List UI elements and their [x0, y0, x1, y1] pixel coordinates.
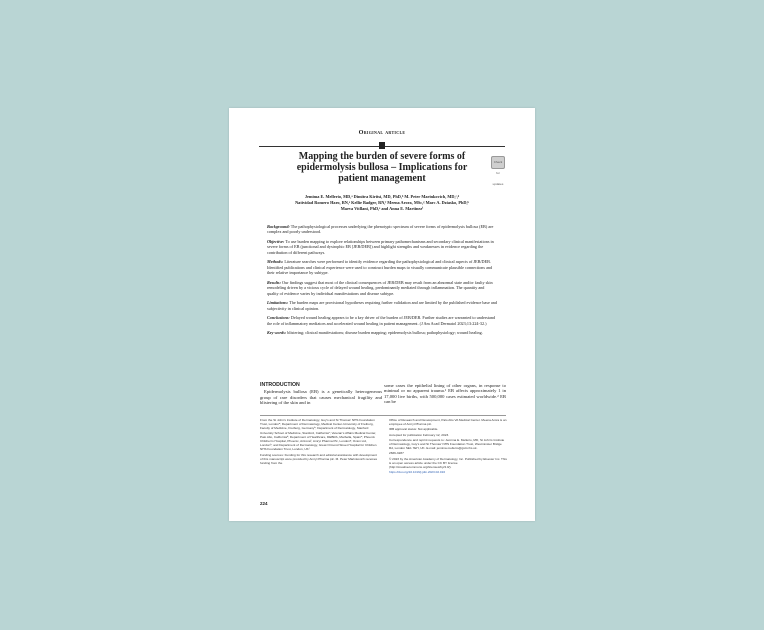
copyright: © 2023 by the American Academy of Dermatology, Inc. Published by Elsevier Inc. This is an open access article under the CC BY license (http://creativecommons.org/licenses/by/4.0/). [389, 456, 507, 470]
footnote-divider [260, 415, 506, 416]
page-number: 224 [260, 501, 268, 506]
footnotes-left [260, 418, 378, 466]
abstract-limitations: Limitations: The burden maps are provisional hypotheses requiring further validation and are limited by the published evidence base and subjectivity in clinical opinion. [267, 300, 497, 311]
intro-left-column [260, 383, 382, 406]
title-line: epidermolysis bullosa – Implications for [296, 162, 468, 173]
intro-heading: INTRODUCTION [260, 382, 300, 388]
irb-status: IRB approval status: Not applicable. [389, 427, 439, 432]
intro-paragraph: Epidermolysis bullosa (EB) is a genetically heterogeneous group of rare disorders that causes mechanical fragility and blistering of the skin and in [260, 389, 382, 406]
intro-paragraph-continued: some cases the epithelial lining of other organs, in response to minimal or no apparent trauma.¹ EB affects approximately 1 in 17,000 live births, with 500,000 cases estimated worldwide.² EB can be [384, 383, 506, 405]
abstract [267, 224, 497, 340]
abstract-conclusions: Conclusions: Delayed wound healing appears to be a key driver of the burden of JEB/DEB. Further studies are warranted to understand the role of inflammatory mediators and accelerated wound healing in patient management. (J Am Acad Dermatol 2023;13:224-32.) [267, 315, 496, 326]
abstract-methods: Methods: Literature searches were performed to identify evidence regarding the pathophysiological and clinical aspects of JEB/DEB. Identified publications and clinical experience were used to construct burden maps to visually communicate plausible connections and their relative importance by subtype. [267, 259, 493, 276]
title-line: patient management [338, 173, 426, 184]
abstract-background: Background: The pathophysiological processes underlying the phenotypic spectrum of severe forms of epidermolysis bullosa (EB) are complex and poorly understood. [267, 224, 494, 235]
affiliations: From the St John's Institute of Dermatology, Guy's and St Thomas' NHS Foundation Trust, Londonᵃ; Department of Dermatology, Medical Center-University of Freiburg, Faculty of Medicine, Freiburg, Germanyᵇ; Department of Dermatology, Stanford University School of Medicine, Stanford, Californiaᶜ; Veteran's Affairs Medical Center, Palo Alto, Californiaᵈ; Department of Healthcare, DEBRA, Marbella, Spainᵉ; Phoenix Children's Hospital, Phoenix, Arizonaᶠ; Amryt Pharma Plc, Londonᵍ; Oxion Ltd, Londonʰ; and Department of Dermatology, Great Ormond Street Hospital for Children NHS Foundation Trust, London, UK.ⁱ [260, 418, 377, 452]
abstract-results: Results: Our findings suggest that most of the clinical consequences of JEB/DEB may result from an abnormal state and/or faulty skin remodeling driven by a vicious cycle of delayed wound healing, predominantly mediated through inflammation. The quantity and quality of evidence varies by individual manifestations and disease subtype. [267, 279, 493, 296]
abstract-objective: Objective: To use burden mapping to explore relationships between primary pathomechanisms and secondary clinical manifestations in severe forms of EB (junctional and dystrophic EB [JEB/DEB]) and highlight strengths and weaknesses in evidence regarding the contribution of different pathways. [267, 239, 494, 255]
author-line: Maeva Vitllani, PhD,ᵉ and Anna E. Martinezⁱ [340, 206, 424, 211]
article-title [279, 151, 485, 184]
funding-continued: Office of Research and Development, Palo Alto VA Medical Center. Meena Arora is an employee of Amryt Pharma plc. [389, 418, 507, 427]
author-line: Jemima E. Mellerio, MD,ᵃ Dimitra Kiritsi, MD, PhD,ᵇ M. Peter Marinkovich, MD,ᶜ,ᵈ [304, 194, 460, 199]
accepted-date: Accepted for publication February 12, 2023. [389, 432, 450, 437]
title-line: Mapping the burden of severe forms of [298, 151, 466, 162]
intro-right-column [384, 383, 506, 405]
author-line: Natividad Romero Haro, RN,ᵉ Kellie Badger, RN,ᶠ Meena Arora, MSc,ᵍ Marc A. Dziasko, PhD,ʰ [295, 200, 469, 205]
journal-page [229, 108, 535, 521]
doi-link[interactable]: https://doi.org/10.1016/j.jdin.2023.02.016 [389, 470, 446, 475]
funding-sources: Funding sources: Funding for this research and editorial assistance with development of this manuscript were provided by Amryt Pharma plc. M. Peter Marinkovich receives funding from the [260, 452, 378, 466]
check-updates-icon[interactable]: Check for updates [491, 156, 505, 169]
abstract-keywords: Key words: blistering; clinical manifestations; disease burden mapping; epidermolysis bullosa; pathophysiology; wound healing. [267, 330, 483, 336]
author-list [265, 194, 499, 212]
issn: 2666-3287 [389, 451, 404, 456]
section-label: Original article [358, 129, 406, 136]
footnotes-right [389, 418, 507, 475]
correspondence: Correspondence and reprint requests to: Jemima E. Mellerio, MD, St John's Institute of Dermatology, Guy's and St Thomas' NHS Foundation Trust, Westminster Bridge Rd, London SE1 7EH, UK. E-mail: jemima.mellerio@gstt.nhs.uk. [389, 437, 505, 451]
header-rule-marker [379, 142, 385, 149]
